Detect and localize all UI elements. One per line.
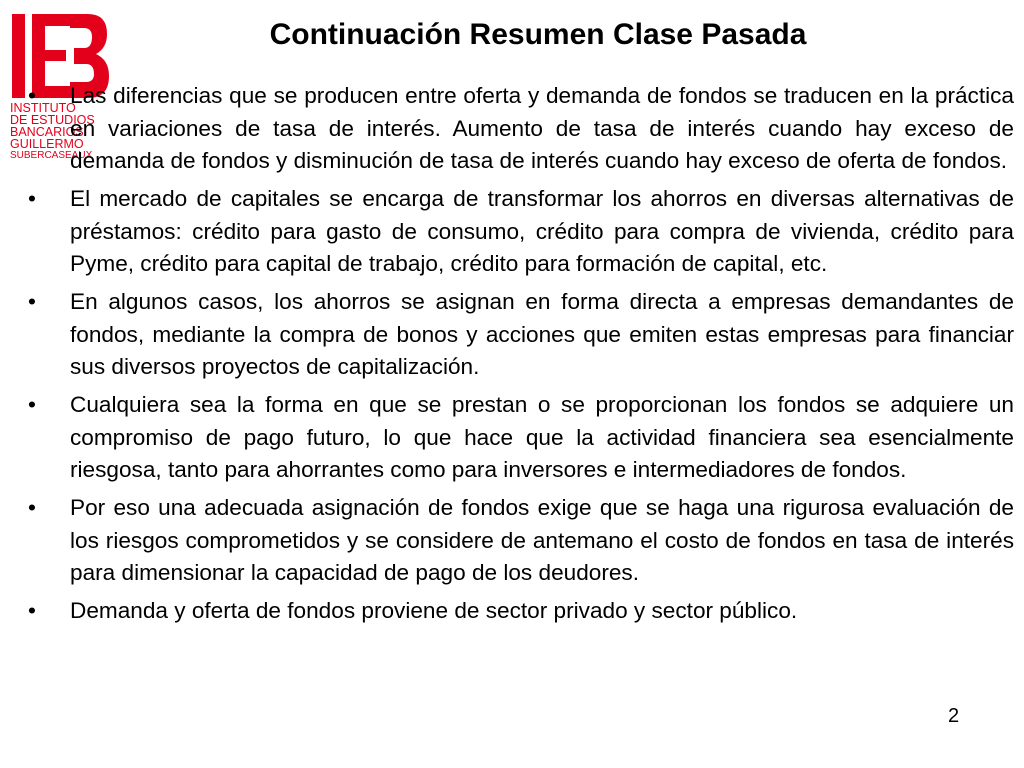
bullet-item: [28, 389, 1014, 487]
bullet-list: [28, 80, 1014, 633]
bullet-text: Por eso una adecuada asignación de fondos exige que se haga una rigurosa evaluación de los riesgos comprometidos y se considere de antemano el costo de fondos en tasa de interés para dimensionar la capacidad de pago de los deudores.: [70, 495, 1014, 585]
logo-line: INSTITUTO: [10, 101, 76, 115]
bullet-point: •: [28, 186, 36, 211]
bullet-item: [28, 595, 1014, 628]
bullet-point: •: [28, 495, 36, 520]
bullet-text: En algunos casos, los ahorros se asignan en forma directa a empresas demandantes de fondos, mediante la compra de bonos y acciones que emiten estas empresas para financiar sus diversos proyectos de capitalización.: [70, 289, 1014, 379]
logo-line: SUBERCASEAUX: [10, 150, 93, 161]
page-number: 2: [948, 705, 960, 727]
logo-line: DE ESTUDIOS: [10, 113, 95, 127]
logo-line: GUILLERMO: [10, 137, 84, 151]
bullet-text: Las diferencias que se producen entre oferta y demanda de fondos se traducen en la práctica en variaciones de tasa de interés. Aumento de tasa de interés cuando hay exceso de demanda de fondos y disminución de tasa de interés cuando hay exceso de oferta de fondos.: [70, 83, 1014, 173]
slide-title: Continuación Resumen Clase Pasada: [269, 18, 807, 51]
bullet-item: [28, 492, 1014, 590]
bullet-point: •: [28, 289, 36, 314]
bullet-item: [28, 286, 1014, 384]
bullet-text: Demanda y oferta de fondos proviene de sector privado y sector público.: [70, 598, 798, 623]
bullet-item: [28, 80, 1014, 178]
bullet-point: •: [28, 392, 36, 417]
logo-line: BANCARIOS: [10, 125, 84, 139]
bullet-item: [28, 183, 1014, 281]
bullet-text: Cualquiera sea la forma en que se prestan o se proporcionan los fondos se adquiere un compromiso de pago futuro, lo que hace que la actividad financiera sea esencialmente riesgosa, tanto para ahorrantes como para inversores e intermediadores de fondos.: [70, 392, 1014, 482]
bullet-text: El mercado de capitales se encarga de transformar los ahorros en diversas alternativas de préstamos: crédito para gasto de consumo, crédito para compra de vivienda, crédito para Pyme, crédito para capital de trabajo, crédito para formación de capital, etc.: [70, 186, 1014, 276]
bullet-point: •: [28, 83, 36, 108]
bullet-point: •: [28, 598, 36, 623]
